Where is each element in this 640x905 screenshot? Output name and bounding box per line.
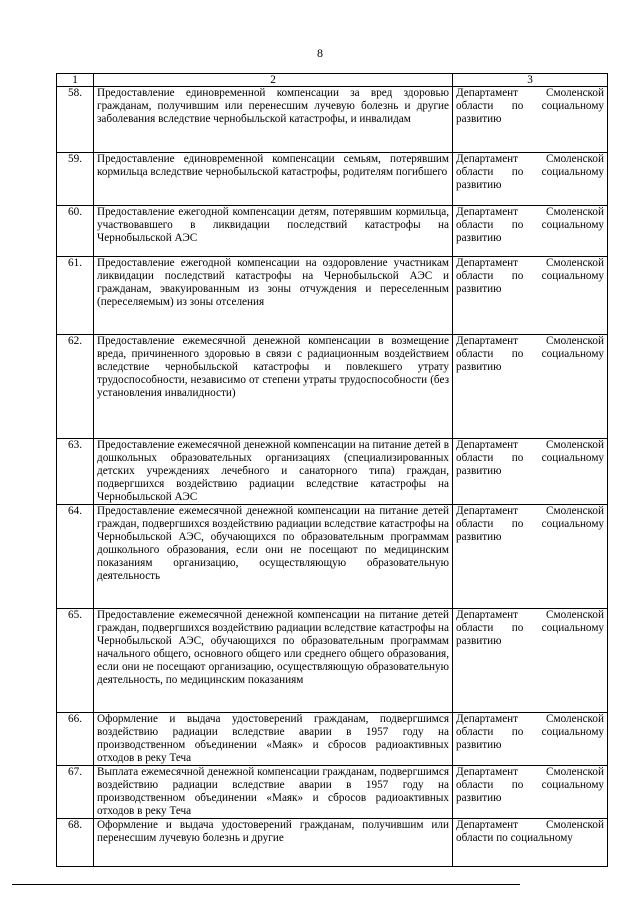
department-name: Департамент Смоленской области по социальному развитию (453, 206, 608, 257)
table-row (57, 505, 608, 609)
service-name: Предоставление ежемесячной денежной компенсации в возмещение вреда, причиненного здоровью в связи с радиационным воздействием вследствие чернобыльской катастрофы и повлекшего утрату трудоспособности, независимо от степени утраты трудоспособности (без установления инвалидности) (94, 335, 453, 439)
service-name: Предоставление единовременной компенсации за вред здоровью гражданам, получившим или перенесшим лучевую болезнь и другие заболевания вследствие чернобыльской катастрофы, и инвалидам (94, 87, 453, 153)
service-name: Выплата ежемесячной денежной компенсации гражданам, подвергшимся воздействию радиации вследствие аварии в 1957 году на производственном объединении «Маяк» и сбросов радиоактивных отходов в реку Теча (94, 766, 453, 819)
department-name: Департамент Смоленской области по социальному развитию (453, 257, 608, 335)
service-name: Предоставление ежемесячной денежной компенсации на питание детей граждан, подвергшихся воздействию радиации вследствие катастрофы на Чернобыльской АЭС, обучающихся по образовательным программам дошкольного образования, если они не посещают по медицинским показаниям организацию, осуществляющую образовательную деятельность (94, 505, 453, 609)
row-number: 62. (57, 335, 94, 439)
row-number: 61. (57, 257, 94, 335)
service-name: Предоставление ежемесячной денежной компенсации на питание детей в дошкольных образовательных организациях (специализированных детских учреждениях лечебного и санаторного типа) граждан, подвергшихся воздействию радиации вследствие катастрофы на Чернобыльской АЭС (94, 439, 453, 505)
table-row (57, 153, 608, 206)
department-name: Департамент Смоленской области по социальному развитию (453, 505, 608, 609)
header-col-department: 3 (453, 74, 608, 87)
service-name: Предоставление ежегодной компенсации детям, потерявшим кормильца, участвовавшего в ликвидации последствий катастрофы на Чернобыльской АЭС (94, 206, 453, 257)
services-table (56, 73, 608, 867)
table-row (57, 206, 608, 257)
page-number: 8 (317, 46, 323, 60)
table-row (57, 819, 608, 867)
row-number: 60. (57, 206, 94, 257)
department-name: Департамент Смоленской области по социальному развитию (453, 713, 608, 766)
department-name: Департамент Смоленской области по социальному развитию (453, 766, 608, 819)
department-name: Департамент Смоленской области по социальному (453, 819, 608, 867)
table-row (57, 439, 608, 505)
row-number: 68. (57, 819, 94, 867)
department-name: Департамент Смоленской области по социальному развитию (453, 153, 608, 206)
service-name: Предоставление ежемесячной денежной компенсации на питание детей граждан, подвергшихся воздействию радиации вследствие катастрофы на Чернобыльской АЭС, обучающихся по образовательным программам начального общего, основного общего или среднего общего образования, если они не посещают организацию, осуществляющую образовательную деятельность, по медицинским показаниям (94, 609, 453, 713)
department-name: Департамент Смоленской области по социальному развитию (453, 609, 608, 713)
row-number: 64. (57, 505, 94, 609)
table-row (57, 335, 608, 439)
footer-divider (12, 884, 520, 885)
row-number: 65. (57, 609, 94, 713)
department-name: Департамент Смоленской области по социальному развитию (453, 87, 608, 153)
header-col-service: 2 (94, 74, 453, 87)
table-row (57, 713, 608, 766)
row-number: 58. (57, 87, 94, 153)
table-header-row (57, 74, 608, 87)
header-col-number: 1 (57, 74, 94, 87)
row-number: 66. (57, 713, 94, 766)
row-number: 63. (57, 439, 94, 505)
service-name: Предоставление ежегодной компенсации на оздоровление участникам ликвидации последствий катастрофы на Чернобыльской АЭС и гражданам, эвакуированным из зоны отчуждения и переселенным (переселяемым) из зоны отселения (94, 257, 453, 335)
table-row (57, 87, 608, 153)
department-name: Департамент Смоленской области по социальному развитию (453, 335, 608, 439)
table-row (57, 257, 608, 335)
department-name: Департамент Смоленской области по социальному развитию (453, 439, 608, 505)
table-row (57, 609, 608, 713)
row-number: 59. (57, 153, 94, 206)
row-number: 67. (57, 766, 94, 819)
service-name: Оформление и выдача удостоверений гражданам, получившим или перенесшим лучевую болезнь и другие (94, 819, 453, 867)
service-name: Оформление и выдача удостоверений гражданам, подвергшимся воздействию радиации вследствие аварии в 1957 году на производственном объединении «Маяк» и сбросов радиоактивных отходов в реку Теча (94, 713, 453, 766)
table-row (57, 766, 608, 819)
service-name: Предоставление единовременной компенсации семьям, потерявшим кормильца вследствие чернобыльской катастрофы, родителям погибшего (94, 153, 453, 206)
